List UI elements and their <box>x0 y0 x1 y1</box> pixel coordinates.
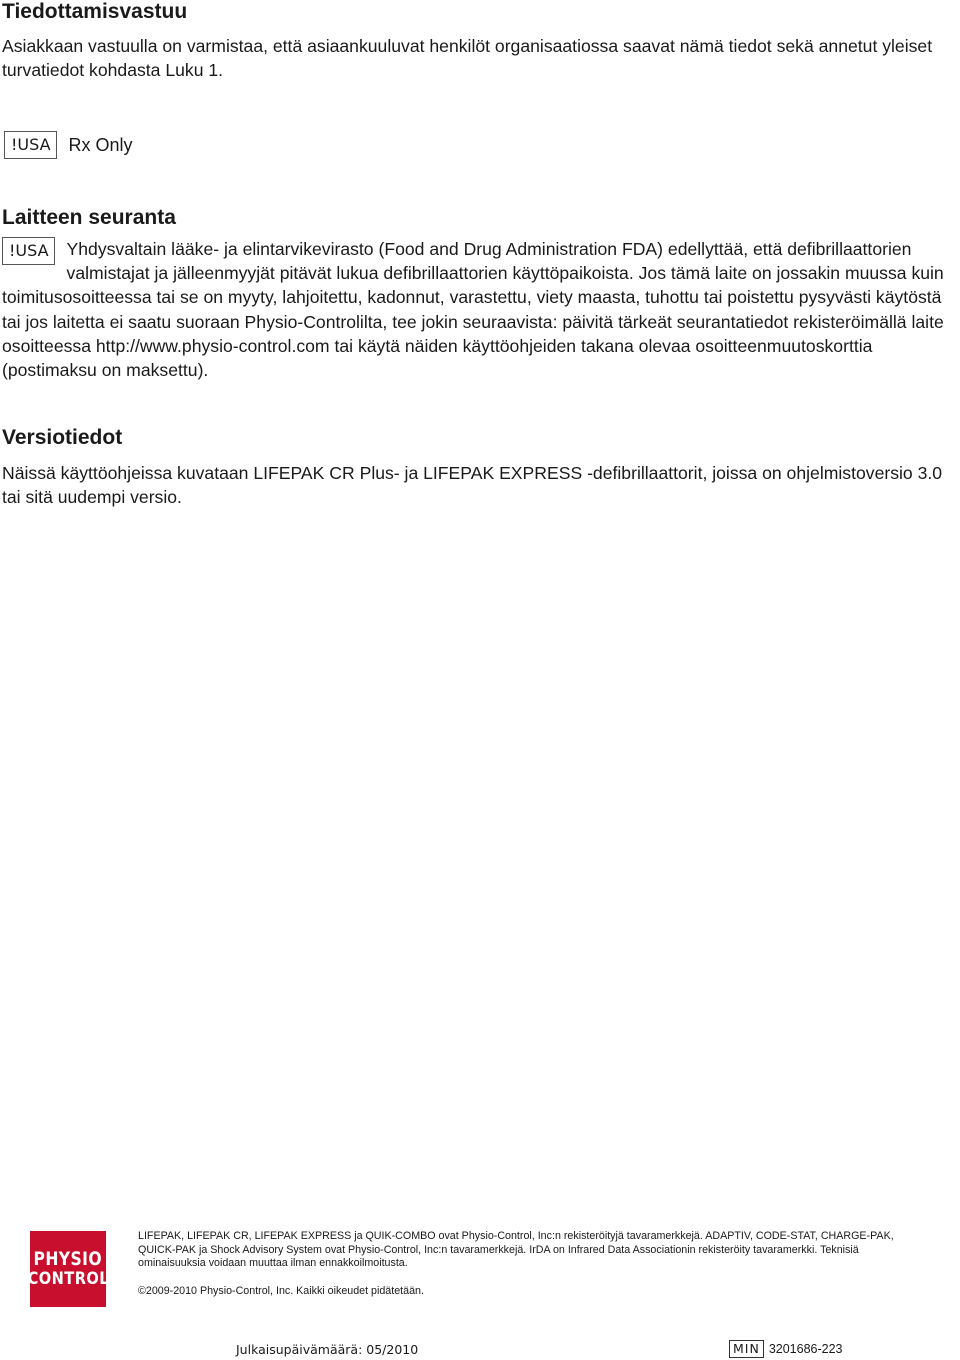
heading-tiedottamisvastuu: Tiedottamisvastuu <box>2 0 188 23</box>
trademark-notice: LIFEPAK, LIFEPAK CR, LIFEPAK EXPRESS ja QUIK-COMBO ovat Physio-Control, Inc:n rekisteröityjä tavaramerkkejä. ADAPTIV, CODE-STAT, CHARGE-PAK, QUICK-PAK ja Shock Advisory System ovat Physio-Control, Inc:n tavaramerkkejä. IrDA on Infrared Data Associationin rekisteröity tavaramerkki. Teknisiä ominaisuuksia voidaan muuttaa ilman ennakkoilmoitusta. <box>138 1230 894 1270</box>
heading-laitteen-seuranta: Laitteen seuranta <box>2 206 176 229</box>
paragraph-versiotiedot: Näissä käyttöohjeissa kuvataan LIFEPAK CR Plus- ja LIFEPAK EXPRESS -defibrillaattorit, joissa on ohjelmistoversio 3.0 tai sitä uudempi versio. <box>2 463 943 508</box>
paragraph-tiedottamisvastuu: Asiakkaan vastuulla on varmistaa, että asiaankuuluvat henkilöt organisaatiossa saavat nämä tiedot sekä annetut yleiset turvatiedot kohdasta Luku 1. <box>2 36 933 81</box>
heading-versiotiedot: Versiotiedot <box>2 426 123 449</box>
part-number <box>729 1340 843 1358</box>
copyright-notice: ©2009-2010 Physio-Control, Inc. Kaikki oikeudet pidätetään. <box>138 1285 424 1297</box>
logo-line-2: CONTROL <box>27 1269 109 1289</box>
logo-line-1: PHYSIO <box>33 1248 103 1270</box>
part-number-value: 3201686-223 <box>768 1342 843 1356</box>
usa-mark-icon: !USA <box>4 131 57 159</box>
physio-control-logo <box>27 1231 109 1307</box>
min-label: MIN <box>729 1340 764 1358</box>
paragraph-laitteen-seuranta <box>2 237 960 382</box>
rx-only-row <box>4 131 133 159</box>
laitteen-seuranta-text: Yhdysvaltain lääke- ja elintarvikevirasto (Food and Drug Administration FDA) edellyttää, että defibrillaattorien valmistajat ja jälleenmyyjät pitävät lukua defibrillaattorien käyttöpaikoista. Jos tämä laite on jossakin muussa kuin toimitusosoitteessa tai se on myyty, lahjoitettu, kadonnut, varastettu, viety maasta, tuhottu tai poistettu pysyvästi käytöstä tai jos laitetta ei saatu suoraan Physio-Controlilta, tee jokin seuraavista: päivitä tärkeät seurantatiedot rekisteröimällä laite osoitteessa http://www.physio-control.com tai käytä näiden käyttöohjeiden takana olevaa osoitteenmuutoskorttia (postimaksu on maksettu). <box>2 239 944 381</box>
rx-only-text: Rx Only <box>68 134 133 155</box>
usa-mark-icon: !USA <box>2 237 55 265</box>
publication-date: Julkaisupäivämäärä: 05/2010 <box>236 1342 419 1357</box>
